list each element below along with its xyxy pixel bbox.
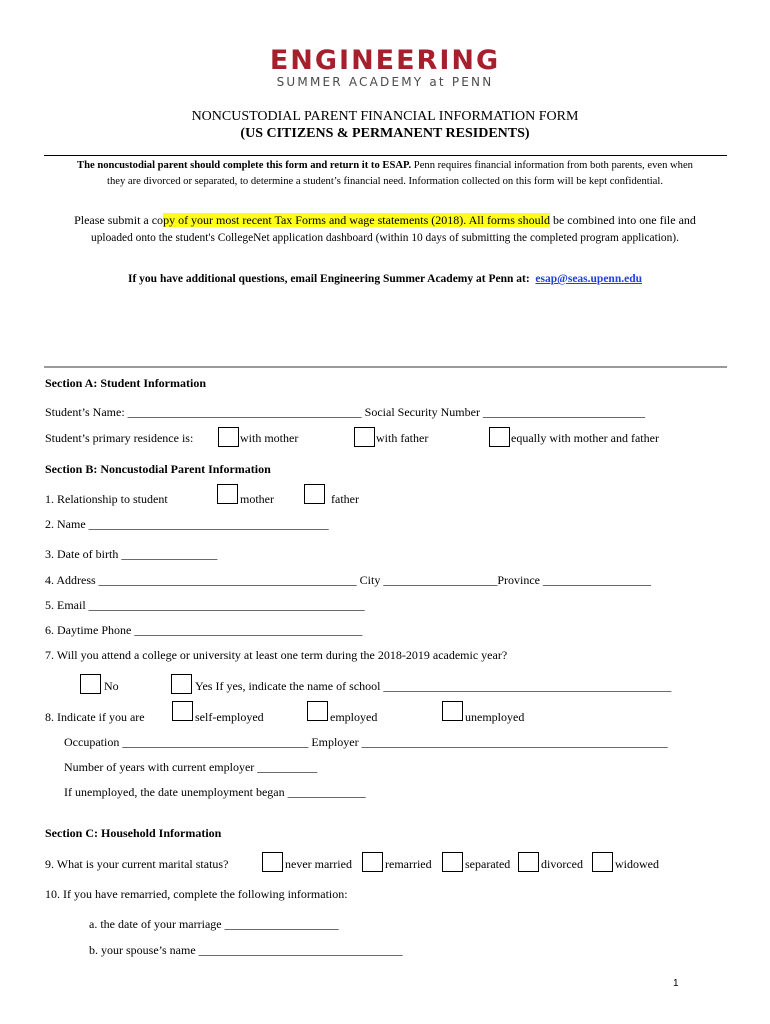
- q9-marital-status: 9. What is your current marital status?: [45, 857, 229, 871]
- submit-line-1: [0, 213, 770, 228]
- q5-email: 5. Email ______________________________________________: [45, 598, 365, 612]
- checkbox-with-father[interactable]: [354, 427, 375, 447]
- option-divorced: divorced: [541, 857, 583, 871]
- form-subtitle: (US CITIZENS & PERMANENT RESIDENTS): [240, 126, 530, 141]
- checkbox-with-mother[interactable]: [218, 427, 239, 447]
- checkbox-unemployed[interactable]: [442, 701, 463, 721]
- option-no: No: [104, 679, 119, 693]
- checkbox-employed[interactable]: [307, 701, 328, 721]
- intro-line-1: [0, 160, 770, 171]
- q3-date-of-birth: 3. Date of birth ________________: [45, 547, 218, 561]
- option-with-father: with father: [376, 431, 429, 445]
- option-widowed: widowed: [615, 857, 659, 871]
- option-never-married: never married: [285, 857, 352, 871]
- option-separated: separated: [465, 857, 511, 871]
- occupation-employer-line: Occupation _______________________________ Employer ___________________________________________________: [64, 735, 668, 749]
- checkbox-father[interactable]: [304, 484, 325, 504]
- intro-line-2: they are divorced or separated, to determine a student’s financial need. Information collected on this form will be kept confidential.: [107, 176, 663, 187]
- checkbox-equally[interactable]: [489, 427, 510, 447]
- q6-phone: 6. Daytime Phone ______________________________________: [45, 623, 363, 637]
- section-c-heading: Section C: Household Information: [45, 826, 222, 840]
- option-father: father: [331, 492, 359, 506]
- checkbox-self-employed[interactable]: [172, 701, 193, 721]
- checkbox-never-married[interactable]: [262, 852, 283, 872]
- q7-question: 7. Will you attend a college or university at least one term during the 2018-2019 academic year?: [45, 648, 508, 662]
- q1-relationship: 1. Relationship to student: [45, 492, 168, 506]
- checkbox-yes[interactable]: [171, 674, 192, 694]
- contact-line: [0, 273, 770, 285]
- logo-subtitle: SUMMER ACADEMY at PENN: [276, 75, 494, 89]
- q10-remarried: 10. If you have remarried, complete the following information:: [45, 887, 348, 901]
- years-employer-line: Number of years with current employer __________: [64, 760, 318, 774]
- title-divider: [44, 155, 727, 156]
- checkbox-no[interactable]: [80, 674, 101, 694]
- form-title: NONCUSTODIAL PARENT FINANCIAL INFORMATION FORM: [191, 109, 579, 124]
- option-self-employed: self-employed: [195, 710, 264, 724]
- section-b-heading: Section B: Noncustodial Parent Information: [45, 462, 271, 476]
- checkbox-widowed[interactable]: [592, 852, 613, 872]
- option-remarried: remarried: [385, 857, 432, 871]
- option-yes-school: Yes If yes, indicate the name of school ________________________________________________: [195, 679, 672, 693]
- checkbox-remarried[interactable]: [362, 852, 383, 872]
- logo-wordmark: ENGINEERING: [269, 45, 501, 76]
- q2-name: 2. Name ________________________________________: [45, 517, 329, 531]
- q10a-marriage-date: a. the date of your marriage ___________________: [89, 917, 339, 931]
- q10b-spouse-name: b. your spouse’s name __________________________________: [89, 943, 403, 957]
- submit-highlight: py of your most recent Tax Forms and wage statements (2018). All forms should: [163, 213, 550, 227]
- contact-email-link[interactable]: esap@seas.upenn.edu: [535, 273, 642, 285]
- submit-line-2: uploaded onto the student's CollegeNet application dashboard (within 10 days of submitting the completed program application).: [91, 232, 679, 244]
- checkbox-separated[interactable]: [442, 852, 463, 872]
- residence-label: Student’s primary residence is:: [45, 431, 194, 445]
- option-mother: mother: [240, 492, 274, 506]
- page-number: 1: [673, 978, 679, 989]
- unemployment-date-line: If unemployed, the date unemployment began _____________: [64, 785, 366, 799]
- submit-post: be combined into one file and: [549, 213, 696, 227]
- section-a-heading: Section A: Student Information: [45, 376, 207, 390]
- submit-pre: Please submit a co: [74, 213, 164, 227]
- checkbox-divorced[interactable]: [518, 852, 539, 872]
- q4-address: 4. Address ___________________________________________ City ___________________Province __________________: [45, 573, 651, 587]
- student-name-line: Student’s Name: _______________________________________ Social Security Number ___________________________: [45, 405, 645, 419]
- intro-bold: The noncustodial parent should complete this form and return it to ESAP.: [77, 160, 412, 171]
- option-with-mother: with mother: [240, 431, 299, 445]
- contact-text: If you have additional questions, email Engineering Summer Academy at Penn at:: [128, 273, 530, 285]
- section-divider: [44, 366, 727, 368]
- checkbox-mother[interactable]: [217, 484, 238, 504]
- option-unemployed: unemployed: [465, 710, 525, 724]
- q8-employment: 8. Indicate if you are: [45, 710, 145, 724]
- option-equally: equally with mother and father: [511, 431, 659, 445]
- option-employed: employed: [330, 710, 378, 724]
- intro-rest: Penn requires financial information from both parents, even when: [411, 160, 693, 171]
